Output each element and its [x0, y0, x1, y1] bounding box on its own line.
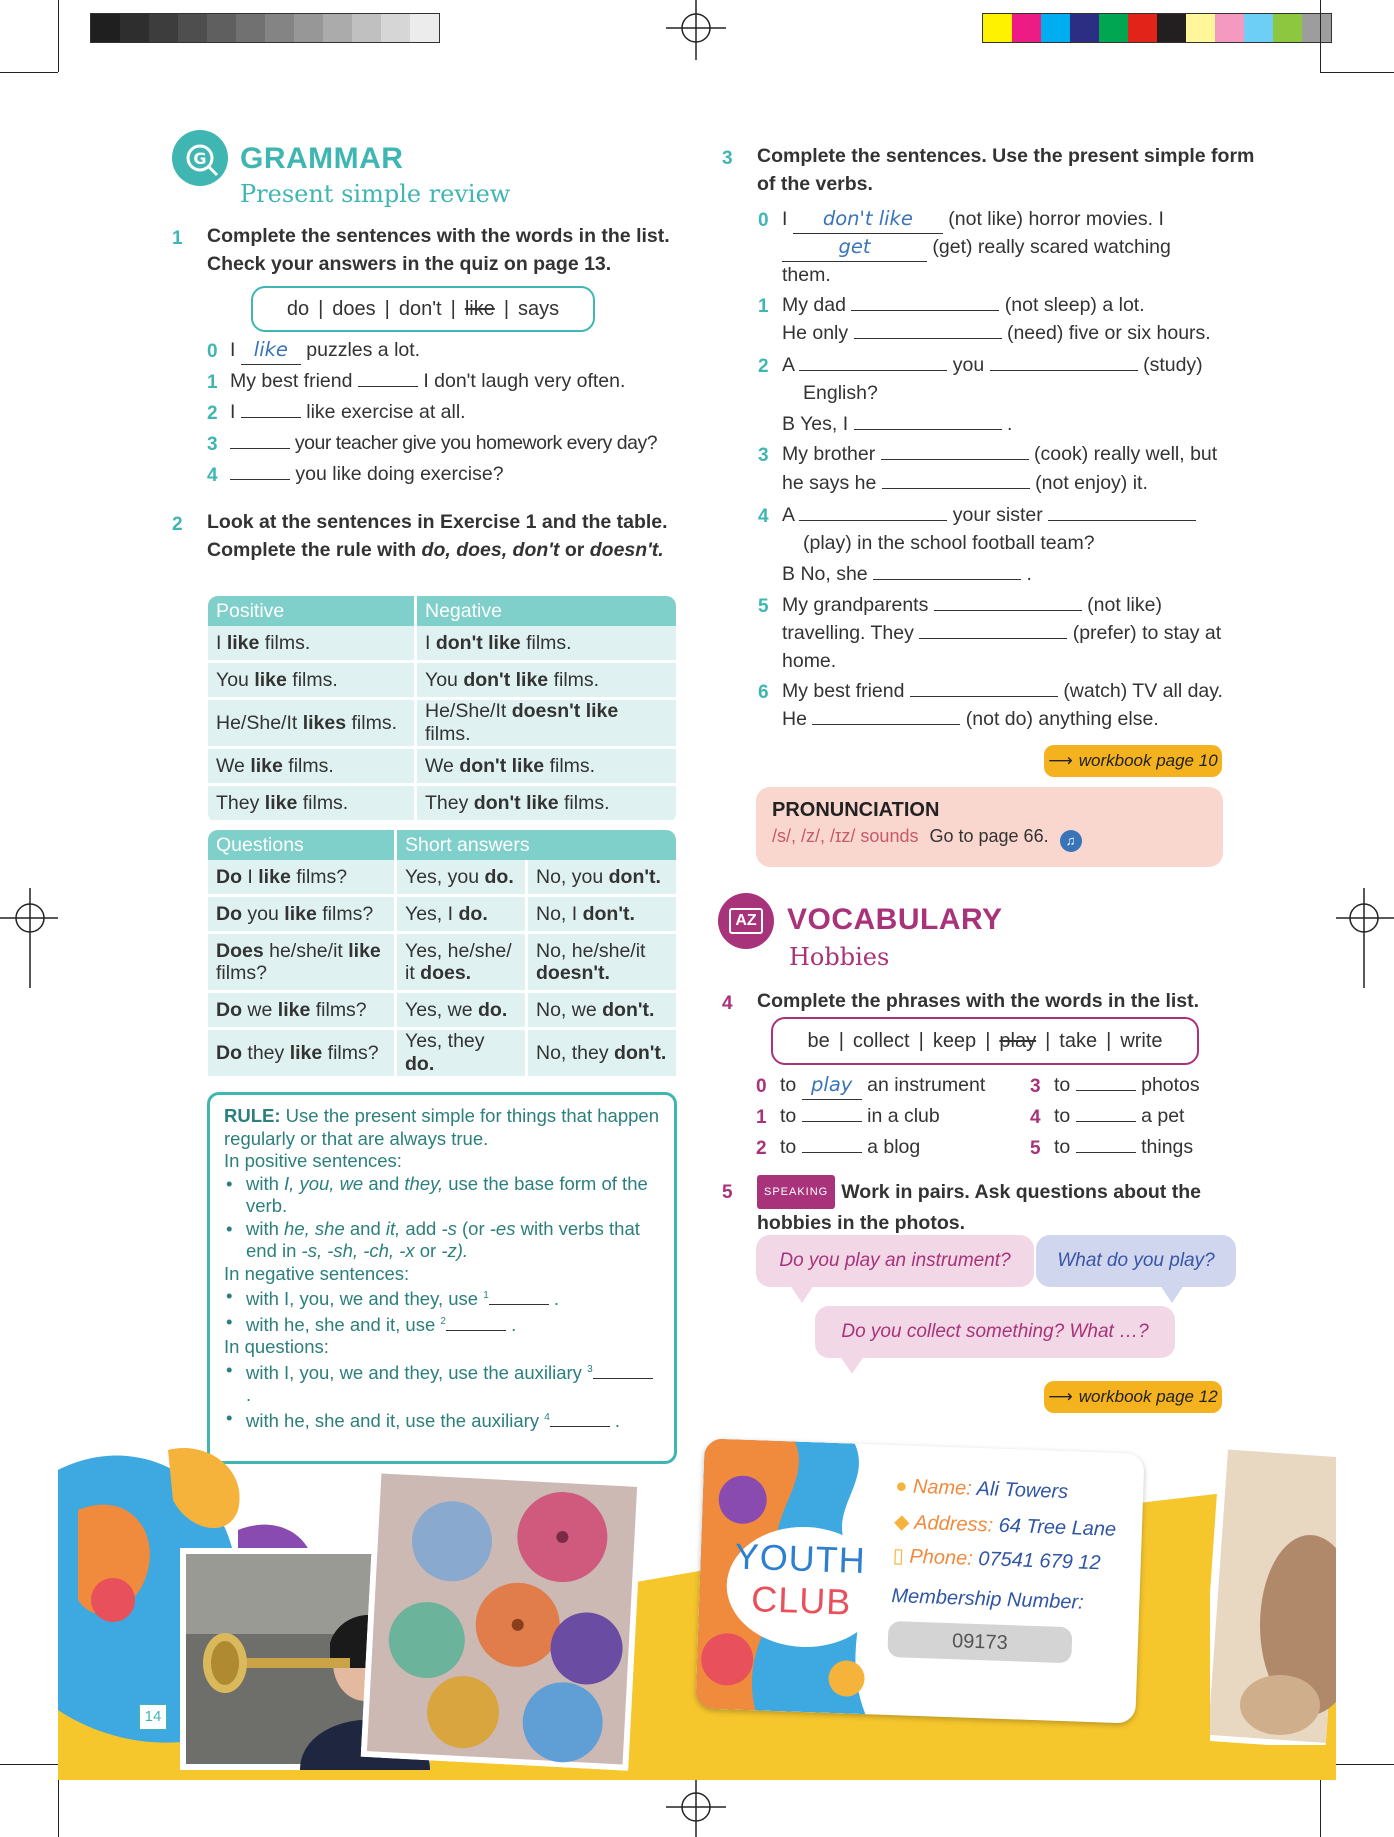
color-swatch [983, 14, 1012, 42]
color-swatch [1302, 14, 1331, 42]
crop-mark [58, 0, 59, 72]
registration-mark-icon [666, 1777, 726, 1837]
hobby-photo-partial [1210, 1445, 1336, 1745]
gray-swatch [265, 14, 294, 42]
table-header: Negative [414, 596, 676, 626]
crop-mark [0, 1764, 58, 1765]
gray-swatch [410, 14, 439, 42]
exercise-instruction: Complete the sentences. Use the present simple form of the verbs. [757, 145, 1255, 195]
registration-mark-icon [1336, 888, 1394, 1008]
phrase-line: to in a club [780, 1105, 940, 1127]
speech-bubble: Do you play an instrument? [756, 1235, 1034, 1287]
gray-swatch [352, 14, 381, 42]
color-swatch [1215, 14, 1244, 42]
table-header: Positive [208, 596, 414, 626]
item-number: 2 [207, 403, 218, 424]
phone-icon: ▯ [892, 1545, 905, 1568]
item-number: 0 [207, 341, 218, 362]
exercise-instruction: Complete the sentences with the words in the list. Check your answers in the quiz on page 13. [207, 225, 670, 275]
item-number: 0 [756, 1076, 767, 1097]
sentence-line: get (get) really scared watching [782, 233, 1171, 262]
phrase-line: to a pet [1054, 1105, 1185, 1127]
vocabulary-subtitle: Hobbies [789, 943, 890, 971]
arrow-right-icon: ⟶ [1048, 1387, 1073, 1406]
phrase-line: to things [1054, 1136, 1194, 1158]
word-list-box: be | collect | keep | play | take | write [771, 1017, 1199, 1065]
gray-swatch [91, 14, 120, 42]
exercise-number: 3 [722, 148, 733, 169]
phrase-line: to play an instrument [780, 1071, 985, 1100]
table-row: Do we like films? Yes, we do. No, we don't. [208, 993, 676, 1030]
gray-swatch [207, 14, 236, 42]
color-swatch [1041, 14, 1070, 42]
table-row: I like films. I don't like films. [208, 626, 676, 663]
color-swatch [1070, 14, 1099, 42]
table-row: Do they like films? Yes, they do. No, they don't. [208, 1030, 676, 1079]
color-swatch [1128, 14, 1157, 42]
sentence-line: your teacher give you homework every day? [230, 429, 657, 457]
table-row: They like films. They don't like films. [208, 786, 676, 823]
color-swatch [1186, 14, 1215, 42]
grayscale-swatch-bar [90, 13, 440, 43]
color-swatch [1244, 14, 1273, 42]
exercise-number: 2 [172, 514, 183, 535]
color-swatch-bar [982, 13, 1332, 43]
table-row: Does he/she/it like films? Yes, he/she/ it does. No, he/she/it doesn't. [208, 934, 676, 993]
speech-bubble: What do you play? [1036, 1235, 1236, 1287]
card-club: CLUB [750, 1578, 852, 1623]
item-number: 4 [207, 465, 218, 486]
table-row: We like films. We don't like films. [208, 749, 676, 786]
buttons-photo [361, 1467, 644, 1771]
vocabulary-icon: AZ [718, 893, 774, 949]
item-number: 3 [1030, 1076, 1041, 1097]
word-item: don't [398, 297, 442, 320]
exercise-number: 1 [172, 228, 183, 249]
headphones-icon[interactable]: ♫ [1060, 830, 1082, 852]
phrase-line: to a blog [780, 1136, 921, 1158]
color-swatch [1157, 14, 1186, 42]
grammar-title: GRAMMAR [240, 142, 404, 175]
rule-box: RULE: Use the present simple for things that happen regularly or that are always true. In positive sentences: • with I, you, we and they, use the base form of the verb. • with he, she and it, add -s (or -es with verbs that end in -s, -sh, -ch, -x or -z). In negative sentences: • with I, you, we and they, use $^1$ . • with he, she and it, use $^2$ . In questions: • with I, you, we and they, use the auxiliary $^3$ . • with he, she and it, use the auxiliary $^4$ . [207, 1092, 677, 1464]
svg-text:G: G [193, 149, 207, 168]
sentence-line: I don't like (not like) horror movies. I [782, 205, 1164, 234]
word-item: does [332, 297, 376, 320]
pronunciation-box: PRONUNCIATION /s/, /z/, /ɪz/ sounds Go to page 66. ♫ [756, 787, 1223, 867]
registration-mark-icon [0, 888, 58, 1008]
word-item: says [518, 297, 560, 320]
gray-swatch [149, 14, 178, 42]
color-swatch [1273, 14, 1302, 42]
speech-bubble: Do you collect something? What …? [815, 1306, 1175, 1358]
arrow-right-icon: ⟶ [1048, 751, 1073, 770]
workbook-link[interactable]: ⟶ workbook page 12 [1044, 1381, 1222, 1413]
positive-negative-table [208, 596, 676, 823]
phrase-line: to photos [1054, 1074, 1200, 1096]
exercise-instruction: SPEAKING Work in pairs. Ask questions about the hobbies in the photos. [757, 1175, 1257, 1237]
word-list-box: do | does | don't | like | says [251, 286, 595, 332]
table-header: Questions [208, 830, 394, 860]
vocabulary-title: VOCABULARY [787, 903, 1003, 936]
sentence-line: My best friend I don't laugh very often. [230, 370, 626, 392]
item-number: 5 [1030, 1138, 1041, 1159]
questions-answers-table [208, 830, 676, 1079]
gray-swatch [294, 14, 323, 42]
gray-swatch [178, 14, 207, 42]
page-number: 14 [139, 1704, 167, 1730]
color-swatch [1099, 14, 1128, 42]
sentence-line: you like doing exercise? [230, 460, 504, 488]
item-number: 2 [756, 1138, 767, 1159]
table-row: You like films. You don't like films. [208, 663, 676, 700]
exercise-instruction: Complete the phrases with the words in the list. [757, 990, 1200, 1012]
table-row: Do I like films? Yes, you do. No, you don't. [208, 860, 676, 897]
sentence-line: I like exercise at all. [230, 401, 466, 423]
table-header: Short answers [394, 830, 676, 860]
crop-mark [1320, 0, 1321, 72]
item-number: 1 [756, 1107, 767, 1128]
sentence-line: I like puzzles a lot. [230, 336, 420, 365]
location-pin-icon: ◆ [893, 1511, 910, 1534]
table-row: Do you like films? Yes, I do. No, I don't. [208, 897, 676, 934]
word-item-used: like [464, 297, 495, 320]
crop-mark [1320, 72, 1394, 73]
membership-card: YOUTH CLUB ● Name: Ali Towers ◆ Address: 64 Tree Lane ▯ Phone: 07541 679 12 Membership Number: 09173 [695, 1438, 1144, 1723]
table-row: He/She/It likes films. He/She/It doesn't like films. [208, 700, 676, 749]
word-item: do [286, 297, 310, 320]
gray-swatch [120, 14, 149, 42]
gray-swatch [381, 14, 410, 42]
registration-mark-icon [666, 0, 726, 60]
workbook-link[interactable]: ⟶ workbook page 10 [1044, 745, 1222, 777]
user-icon: ● [894, 1475, 908, 1498]
speaking-badge: SPEAKING [757, 1175, 835, 1209]
membership-number: 09173 [887, 1621, 1072, 1663]
item-number: 3 [207, 434, 218, 455]
gray-swatch [323, 14, 352, 42]
crop-mark [0, 72, 58, 73]
card-youth: YOUTH [734, 1535, 867, 1582]
color-swatch [1012, 14, 1041, 42]
exercise-instruction: Look at the sentences in Exercise 1 and the table. Complete the rule with do, does, don't or doesn't. [207, 511, 668, 561]
gray-swatch [236, 14, 265, 42]
item-number: 1 [207, 372, 218, 393]
grammar-icon [172, 130, 228, 186]
item-number: 4 [1030, 1107, 1041, 1128]
grammar-subtitle: Present simple review [240, 180, 511, 208]
